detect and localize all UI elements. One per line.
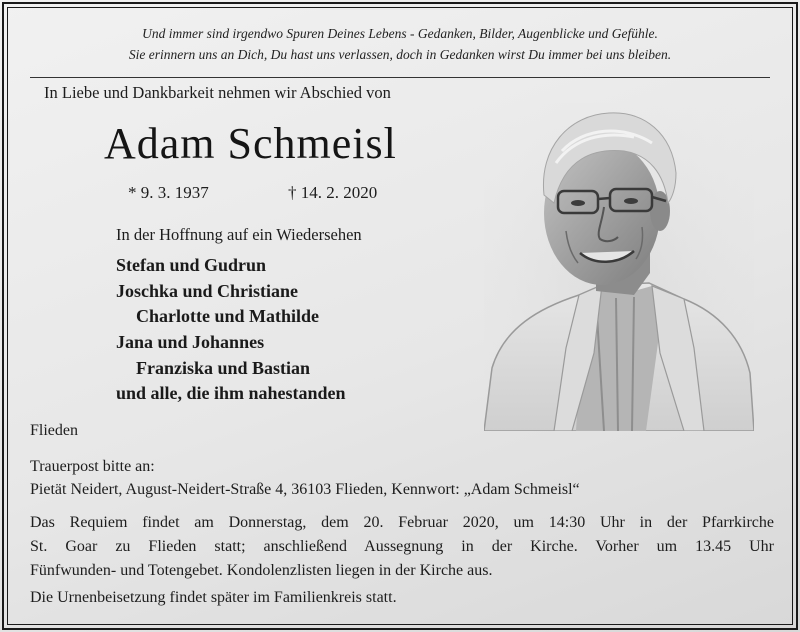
birth-date: * 9. 3. 1937 [128, 183, 209, 202]
family-member: Stefan und Gudrun [116, 255, 267, 275]
family-member: Charlotte und Mathilde [136, 306, 320, 326]
family-member: und alle, die ihm nahestanden [116, 383, 346, 403]
death-date: † 14. 2. 2020 [288, 183, 378, 202]
deceased-name: Adam Schmeisl [104, 119, 397, 168]
portrait-photo-illustration [484, 103, 754, 431]
farewell-intro: In Liebe und Dankbarkeit nehmen wir Abschied von [44, 83, 391, 102]
family-member: Jana und Johannes [116, 332, 265, 352]
family-member: Joschka und Christiane [116, 281, 299, 301]
requiem-line-2: St. Goar zu Flieden statt; anschließend Aussegnung in der Kirche. Vorher um 13.45 Uhr [30, 538, 774, 555]
location: Flieden [30, 422, 78, 439]
portrait-photo [484, 103, 754, 431]
requiem-line-1: Das Requiem findet am Donnerstag, dem 20. Februar 2020, um 14:30 Uhr in der Pfarrkirche [30, 514, 774, 531]
quote-line-1: Und immer sind irgendwo Spuren Deines Lebens - Gedanken, Bilder, Augenblicke und Gefühle. [142, 26, 658, 41]
quote-line-2: Sie erinnern uns an Dich, Du hast uns verlassen, doch in Gedanken wirst Du immer bei uns bleiben. [128, 47, 672, 62]
family-member: Franziska und Bastian [136, 358, 311, 378]
urn-burial-note: Die Urnenbeisetzung findet später im Familienkreis statt. [30, 589, 397, 606]
hope-line: In der Hoffnung auf ein Wiedersehen [116, 225, 362, 244]
divider-line [30, 77, 770, 78]
mail-address: Pietät Neidert, August-Neidert-Straße 4, 36103 Flieden, Kennwort: „Adam Schmeisl“ [30, 481, 580, 498]
mail-label: Trauerpost bitte an: [30, 458, 155, 475]
requiem-line-3: Fünfwunden- und Totengebet. Kondolenzlisten liegen in der Kirche aus. [30, 562, 493, 579]
